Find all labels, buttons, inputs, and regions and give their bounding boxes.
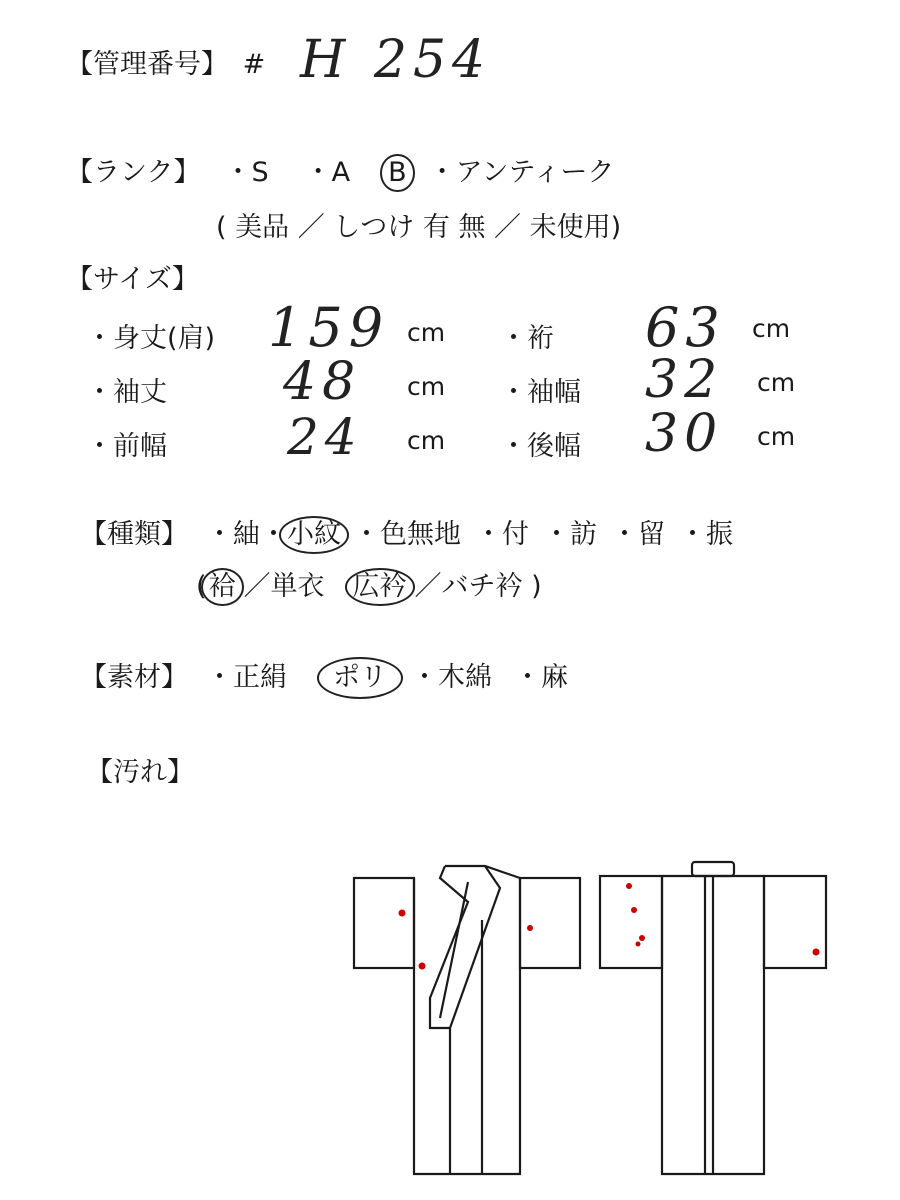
kind-tsumugi: ・紬 [206,519,260,550]
size-sleeve-width-label: ・袖幅 [500,377,581,408]
size-unit: cm [407,318,446,347]
size-front-width-label: ・前幅 [86,431,167,462]
kind-bachieri: ／バチ衿 ) [414,571,542,602]
material-cotton: ・木綿 [411,662,492,693]
stain-mark [419,963,426,970]
kimono-front-right-sleeve [520,878,580,968]
size-sleeve-length-value: 48 [283,352,362,412]
stain-label: 【汚れ】 [86,757,194,788]
size-sleeve-width-value: 32 [645,350,724,410]
rank-option-a: ・A [304,157,351,188]
size-unit: cm [752,314,791,343]
stain-mark [626,883,632,889]
kimono-front-diagram [350,858,590,1178]
kimono-back-left-sleeve [600,876,662,968]
kind-label: 【種類】 [80,519,188,550]
management-number-label [66,42,265,81]
kind-hitoe: ／単衣 [243,571,325,602]
rank-sub: ( 美品 ／ しつけ 有 無 ／ 未使用) [216,212,622,243]
kimono-front-collar-lapel-left [430,866,500,1028]
kind-hiroeri-circled: 広衿 [345,568,415,606]
material-hemp: ・麻 [514,662,568,693]
rank-option-b-circled: B [380,154,415,192]
kind-tsuke: ・付 [475,519,529,550]
stain-mark [813,949,820,956]
kind-iromuji: ・色無地 [353,519,461,550]
hash-sign: # [242,49,266,80]
stain-mark [631,907,637,913]
stain-mark [639,935,645,941]
material-poly-circled: ポリ [317,657,403,699]
material-row [80,655,568,699]
kimono-back-diagram [594,858,834,1178]
stain-mark [399,910,406,917]
size-front-width-value: 24 [287,408,363,466]
kimono-back-collar [692,862,734,876]
size-unit: cm [407,426,446,455]
kind-row-2 [196,564,542,606]
kind-paren-open: ( [196,571,207,602]
material-silk: ・正絹 [206,662,287,693]
size-label: 【サイズ】 [66,264,199,295]
kind-awase-circled: 袷 [201,568,244,606]
size-unit: cm [757,368,796,397]
kind-tome: ・留 [611,519,665,550]
material-label: 【素材】 [80,662,188,693]
size-shoulder-length-value: 159 [268,296,390,359]
rank-option-s: ・S [224,157,269,188]
size-yuki-value: 63 [645,296,726,359]
kimono-front-left-sleeve [354,878,414,968]
size-sleeve-length-label: ・袖丈 [86,377,167,408]
size-unit: cm [407,372,446,401]
rank-option-antique: ・アンティーク [428,157,615,188]
rank-label: 【ランク】 [66,157,201,188]
rank-row [66,150,614,192]
kimono-front-collar-inner [440,882,468,1018]
kind-houmon: ・訪 [543,519,597,550]
size-back-width-label: ・後幅 [500,431,581,462]
size-unit: cm [757,422,796,451]
stain-mark [636,942,641,947]
size-back-width-value: 30 [645,404,724,464]
size-shoulder-length-label: ・身丈(肩) [86,323,216,354]
kind-row [80,512,733,554]
size-yuki-label: ・裄 [500,323,554,354]
stain-mark [527,925,533,931]
kind-furi: ・振 [679,519,733,550]
management-number-value: H 254 [300,30,492,90]
management-number-title: 【管理番号】 [66,49,228,80]
kind-dot: ・ [260,519,287,550]
kimono-front-collar-outer [445,866,520,878]
kind-komon-circled: 小紋 [279,516,349,554]
